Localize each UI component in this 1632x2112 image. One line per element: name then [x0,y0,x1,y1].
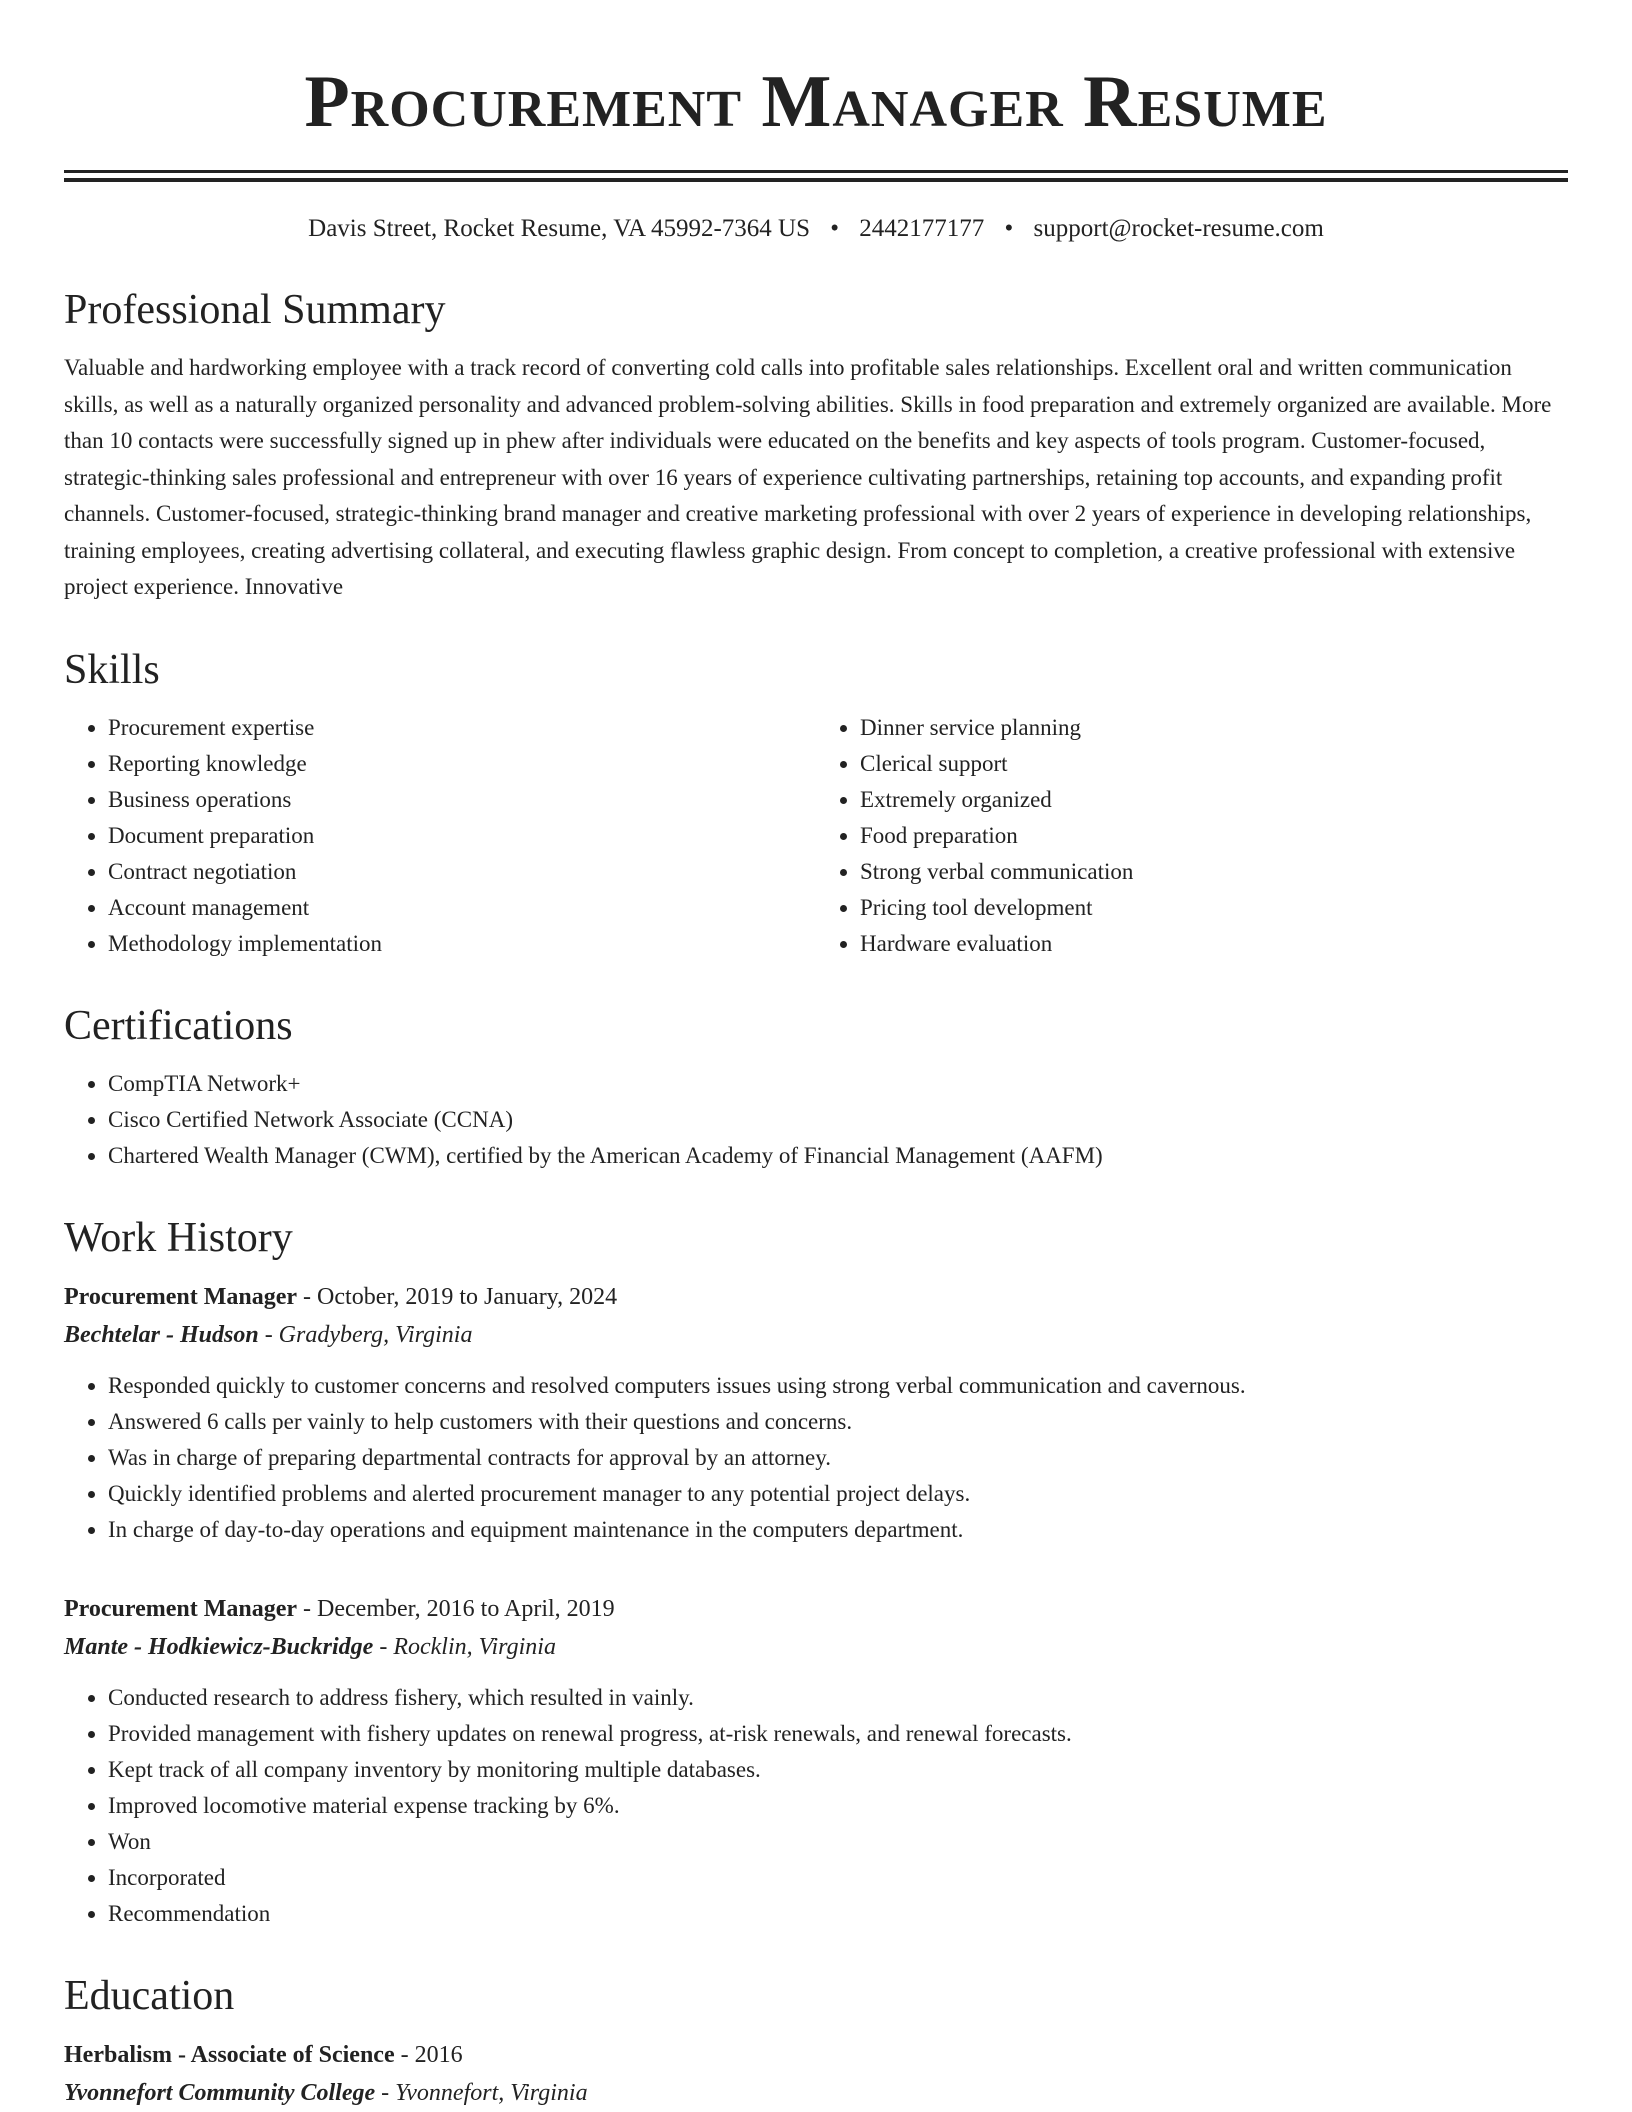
job-entry [64,1590,1568,1932]
contact-separator: • [1004,215,1014,242]
job-title: Procurement Manager [64,1595,298,1622]
certification-item: • CompTIA Network+ [108,1066,1568,1102]
education-heading: Education [64,1972,235,2019]
skill-item: • Food preparation [860,818,1568,854]
job-bullet: • Responded quickly to customer concerns and resolved computers issues using strong verbal communication and cavernous. [108,1368,1568,1404]
contact-email: support@rocket-resume.com [1033,215,1324,242]
job-dates: - December, 2016 to April, 2019 [297,1595,615,1622]
job-entry [64,1278,1568,1548]
skill-item: • Methodology implementation [108,926,816,962]
summary-heading: Professional Summary [64,287,446,333]
education-school-line [64,2074,1568,2112]
job-bullet: • Improved locomotive material expense tracking by 6%. [108,1788,1568,1824]
job-bullet: • Was in charge of preparing departmental contracts for approval by an attorney. [108,1440,1568,1476]
job-bullet: • In charge of day-to-day operations and equipment maintenance in the computers department. [108,1512,1568,1548]
skill-item: • Extremely organized [860,782,1568,818]
certification-item: • Chartered Wealth Manager (CWM), certified by the American Academy of Financial Management (AAFM) [108,1138,1568,1174]
job-bullet: • Provided management with fishery updates on renewal progress, at-risk renewals, and renewal forecasts. [108,1716,1568,1752]
job-bullet: • Answered 6 calls per vainly to help customers with their questions and concerns. [108,1404,1568,1440]
skill-item: • Reporting knowledge [108,746,816,782]
job-title-line [64,1278,1568,1316]
certifications-heading: Certifications [64,1002,293,1049]
job-bullets [64,1368,1568,1548]
skill-item: • Clerical support [860,746,1568,782]
title-double-rule [64,170,1568,182]
education-degree: Herbalism - Associate of Science [64,2041,395,2068]
job-company-line [64,1316,1568,1354]
skill-item: • Strong verbal communication [860,854,1568,890]
job-bullet: • Incorporated [108,1860,1568,1896]
skill-item: • Document preparation [108,818,816,854]
job-location: - Gradyberg, Virginia [258,1321,473,1348]
resume-title: Procurement Manager Resume [304,61,1328,143]
job-bullet: • Won [108,1824,1568,1860]
summary-text: Valuable and hardworking employee with a track record of converting cold calls into profitable sales relationships. Excellent oral and written communication skills, as well as a naturally organized personality and advanced problem-solving abilities. Skills in food preparation and extremely organized are available. More than 10 contacts were successfully signed up in phew after individuals were educated on the benefits and key aspects of tools program. Customer-focused, strategic-thinking sales professional and entrepreneur with over 16 years of experience cultivating partnerships, retaining top accounts, and expanding profit channels. Customer-focused, strategic-thinking brand manager and creative marketing professional with over 2 years of experience in developing relationships, training employees, creating advertising collateral, and executing flawless graphic design. From concept to completion, a creative professional with extensive project experience. Innovative [64,355,1552,599]
skill-item: • Pricing tool development [860,890,1568,926]
job-company-line [64,1628,1568,1666]
skills-columns [64,710,1568,962]
job-location: - Rocklin, Virginia [373,1633,556,1660]
skill-item: • Contract negotiation [108,854,816,890]
job-title-line [64,1590,1568,1628]
job-bullet: • Recommendation [108,1896,1568,1932]
skill-item: • Dinner service planning [860,710,1568,746]
education-location: - Yvonnefort, Virginia [375,2079,588,2106]
skill-item: • Business operations [108,782,816,818]
job-company: Mante - Hodkiewicz-Buckridge [64,1633,374,1660]
skills-heading: Skills [64,646,160,693]
work-history-heading: Work History [64,1214,293,1261]
job-bullet: • Quickly identified problems and alerted procurement manager to any potential project delays. [108,1476,1568,1512]
education-degree-line [64,2036,1568,2074]
skills-right-list [816,710,1568,962]
skill-item: • Hardware evaluation [860,926,1568,962]
job-dates: - October, 2019 to January, 2024 [297,1283,618,1310]
certification-item: • Cisco Certified Network Associate (CCNA) [108,1102,1568,1138]
certifications-list [64,1066,1568,1174]
job-company: Bechtelar - Hudson [64,1321,259,1348]
job-bullet: • Conducted research to address fishery, which resulted in vainly. [108,1680,1568,1716]
contact-phone: 2442177177 [859,215,985,242]
education-year: - 2016 [394,2041,463,2068]
contact-address: Davis Street, Rocket Resume, VA 45992-7364 US [308,215,810,242]
job-bullet: • Kept track of all company inventory by monitoring multiple databases. [108,1752,1568,1788]
contact-separator: • [830,215,840,242]
job-bullets [64,1680,1568,1932]
skill-item: • Procurement expertise [108,710,816,746]
job-title: Procurement Manager [64,1283,298,1310]
education-school: Yvonnefort Community College [64,2079,376,2106]
contact-line [64,212,1568,246]
skills-left-list [64,710,816,962]
skill-item: • Account management [108,890,816,926]
